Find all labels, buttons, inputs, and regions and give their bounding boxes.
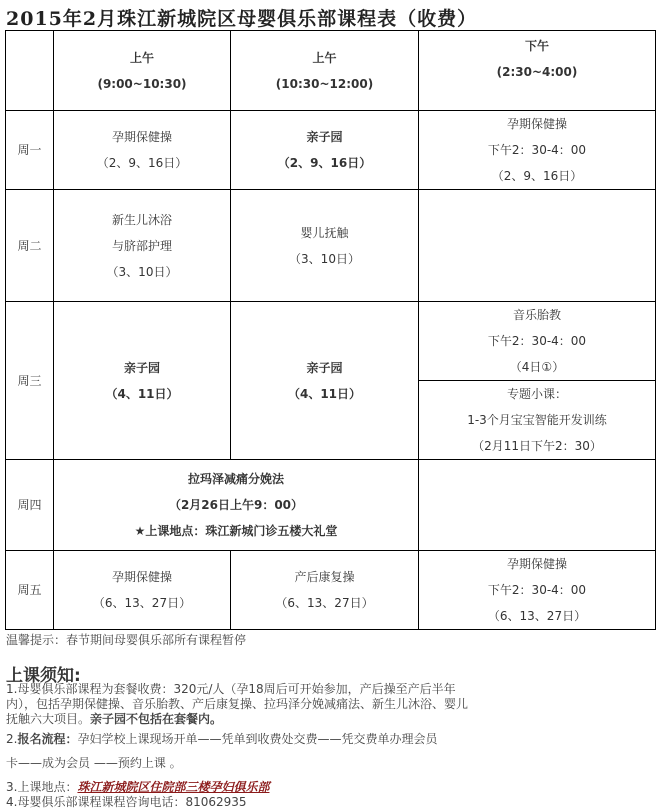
course-name: 孕期保健操: [111, 570, 172, 584]
cell-tue-am2: [231, 190, 419, 302]
course-dates: （4、11日）: [287, 386, 362, 401]
course-name: 孕期保健操: [506, 557, 567, 571]
course-name: 拉玛泽减痛分娩法: [187, 472, 284, 486]
row-thursday: [6, 460, 656, 551]
row-monday: [6, 111, 656, 190]
cell-wed-am2: [231, 302, 419, 460]
cell-mon-am1: [54, 111, 231, 190]
holiday-tip: 温馨提示：春节期间母婴俱乐部所有课程暂停: [6, 633, 247, 647]
notice-item-1: [6, 682, 476, 727]
day-tuesday: 周二: [6, 190, 54, 302]
header-am2-time: (10:30~12:00): [275, 76, 374, 91]
course-time: 下午2：30-4：00: [487, 334, 587, 348]
cell-mon-am2: [231, 111, 419, 190]
notice-item-2: [6, 732, 476, 747]
header-row: [6, 31, 656, 111]
cell-mon-pm: [419, 111, 656, 190]
course-dates: （2月26日上午9：00）: [168, 498, 304, 512]
course-location: ★上课地点：珠江新城门诊五楼大礼堂: [134, 524, 338, 538]
course-dates: （2月11日下午2：30）: [472, 439, 602, 453]
row-wednesday: [6, 302, 656, 381]
course-name: 新生儿沐浴: [111, 212, 172, 227]
header-am1-label: 上午: [129, 50, 154, 65]
course-name: 产后康复操: [294, 570, 355, 584]
notice-item-1-text: 1.母婴俱乐部课程为套餐收费：320元/人（孕18周后可开始参加，产后操至产后半年内），包括孕期保健操、音乐胎教、产后康复操、拉玛泽分娩减痛法、新生儿沐浴、婴儿抚触六大项目。: [6, 682, 469, 726]
day-thursday: 周四: [6, 460, 54, 551]
location-link[interactable]: 珠江新城院区住院部三楼孕妇俱乐部: [77, 780, 270, 794]
page-title: 2015年2月珠江新城院区母婴俱乐部课程表（收费）: [6, 8, 478, 30]
notice-item-3-prefix: 3.上课地点：: [6, 780, 78, 794]
course-dates: （2、9、16日）: [491, 169, 583, 183]
course-name: 音乐胎教: [512, 308, 561, 322]
course-name: 亲子园: [306, 360, 343, 375]
course-dates: （6、13、27日）: [92, 596, 192, 610]
header-pm: [419, 31, 656, 111]
cell-thu-pm: [419, 460, 656, 551]
course-time: 下午2：30-4：00: [487, 583, 587, 597]
header-am1: [54, 31, 231, 111]
course-dates: （4、11日）: [105, 386, 179, 401]
course-name: 婴儿抚触: [300, 225, 349, 240]
notice-item-2-label: 报名流程：: [17, 732, 78, 746]
notice-item-3: [6, 780, 476, 795]
row-friday: [6, 551, 656, 630]
header-am2-label: 上午: [312, 50, 337, 65]
course-name: 亲子园: [123, 360, 160, 375]
header-corner: [6, 31, 54, 111]
header-pm-time: (2:30~4:00): [496, 65, 578, 79]
cell-thu-am: [54, 460, 419, 551]
header-am2: [231, 31, 419, 111]
cell-wed-pm1: [419, 302, 656, 381]
notice-item-2-cont: 卡——成为会员 ——预约上课 。: [6, 756, 182, 770]
header-pm-label: 下午: [524, 39, 549, 53]
day-monday: 周一: [6, 111, 54, 190]
course-dates: （4日①）: [509, 360, 565, 374]
cell-fri-am1: [54, 551, 231, 630]
row-tuesday: [6, 190, 656, 302]
course-topic: 1-3个月宝宝智能开发训练: [467, 413, 607, 427]
day-wednesday: 周三: [6, 302, 54, 460]
cell-tue-pm: [419, 190, 656, 302]
cell-wed-am1: [54, 302, 231, 460]
course-name: 专题小课：: [506, 387, 567, 401]
course-name: 亲子园: [306, 130, 343, 144]
notice-heading: 上课须知:: [6, 666, 81, 686]
cell-wed-pm2: [419, 381, 656, 460]
course-dates: （3、10日）: [106, 264, 178, 279]
course-dates: （3、10日）: [289, 251, 360, 266]
notice-item-1-bold: 亲子园不包括在套餐内。: [90, 712, 223, 726]
notice-item-2-num: 2.: [6, 732, 18, 746]
schedule-table: [5, 30, 656, 630]
course-dates: （6、13、27日）: [275, 596, 374, 610]
course-dates: （6、13、27日）: [487, 609, 587, 623]
notice-item-2-text: 孕妇学校上课现场开单——凭单到收费处交费——凭交费单办理会员: [77, 732, 438, 746]
cell-fri-am2: [231, 551, 419, 630]
notice-list: [6, 682, 476, 810]
cell-tue-am1: [54, 190, 231, 302]
cell-fri-pm: [419, 551, 656, 630]
header-am1-time: (9:00~10:30): [97, 76, 187, 91]
course-dates: （2、9、16日）: [96, 156, 188, 170]
course-name-2: 与脐部护理: [111, 238, 172, 253]
notice-item-4: 4.母婴俱乐部课程课程咨询电话：81062935: [6, 795, 247, 809]
course-name: 孕期保健操: [111, 130, 172, 144]
course-time: 下午2：30-4：00: [487, 143, 587, 157]
course-name: 孕期保健操: [506, 117, 567, 131]
course-dates: （2、9、16日）: [277, 156, 372, 170]
day-friday: 周五: [6, 551, 54, 630]
